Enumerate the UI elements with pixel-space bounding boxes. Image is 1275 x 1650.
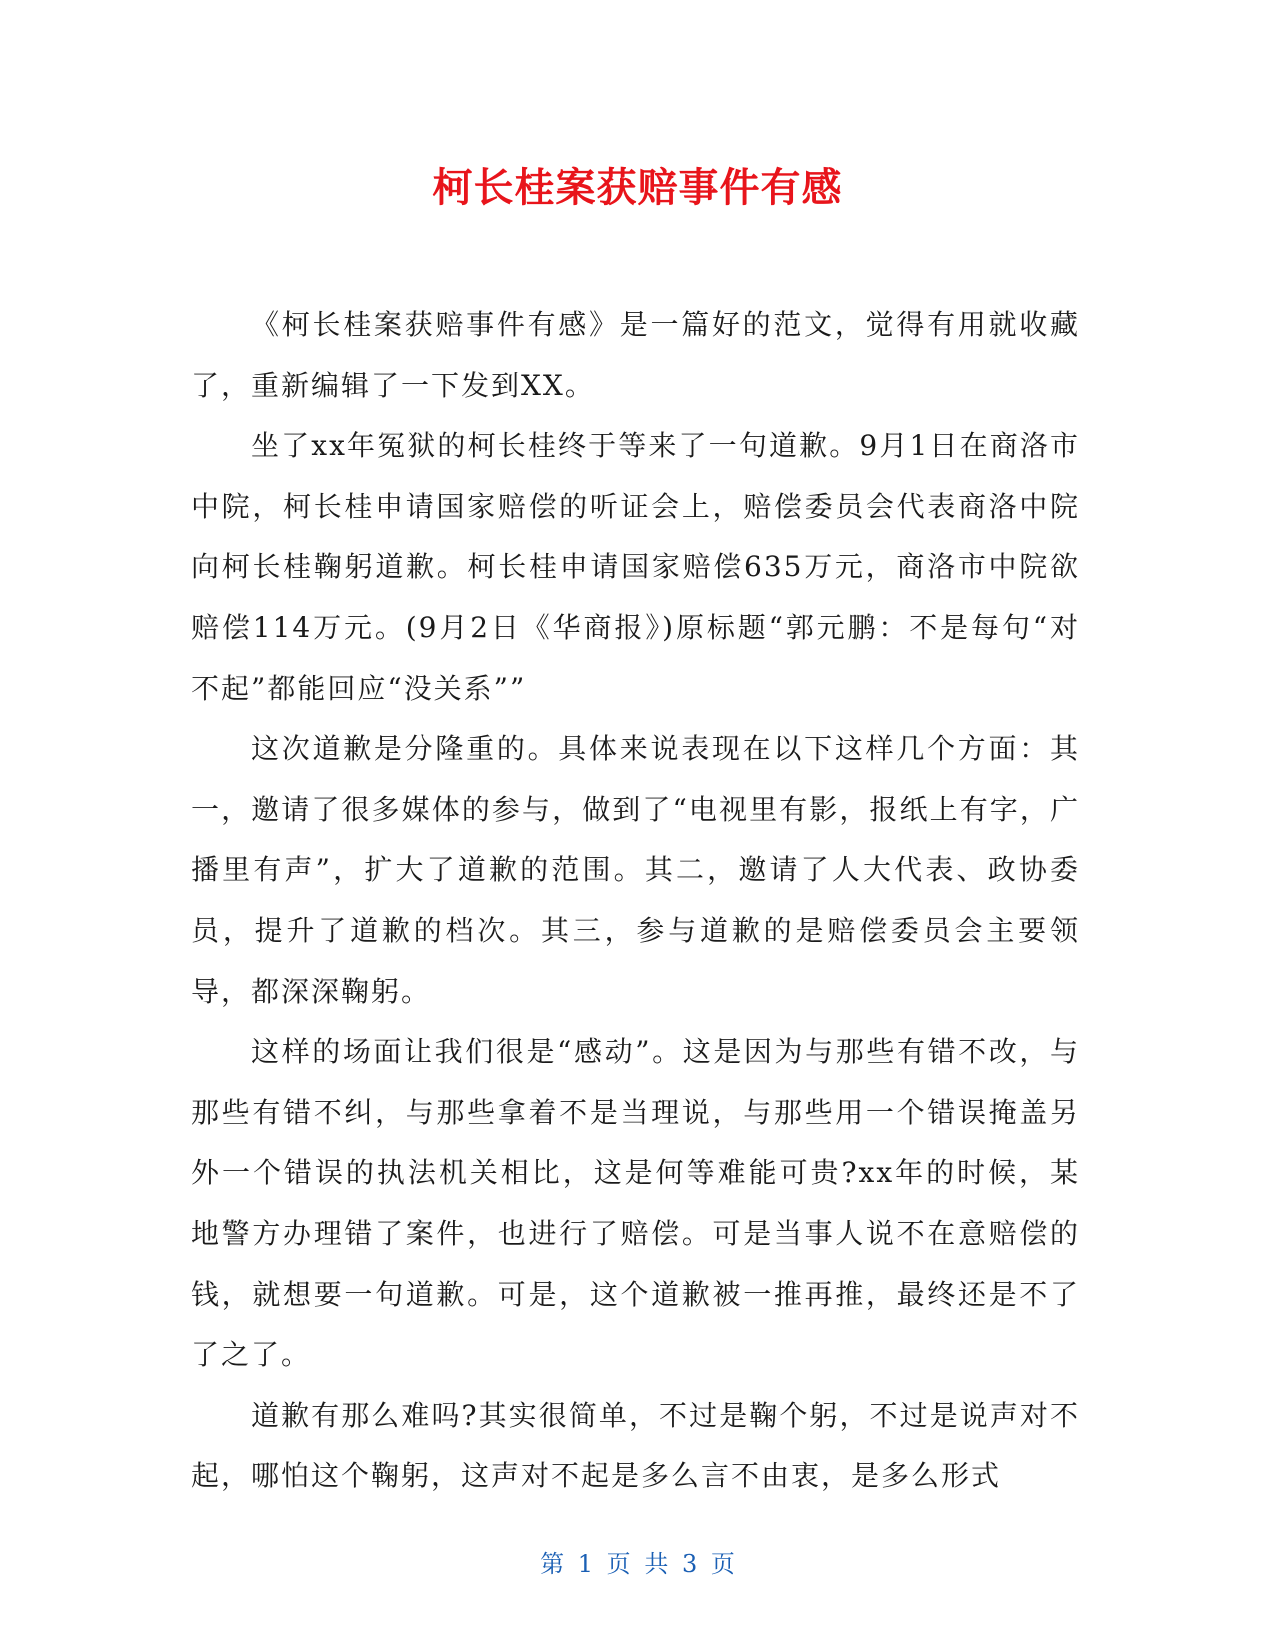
paragraph-apology-details: 这次道歉是分隆重的。具体来说表现在以下这样几个方面：其一，邀请了很多媒体的参与，做到了“电视里有影，报纸上有字，广播里有声”，扩大了道歉的范围。其二，邀请了人大代表、政协委员，提升了道歉的档次。其三，参与道歉的是赔偿委员会主要领导，都深深鞠躬。 [191,732,1080,1008]
document-body [191,295,1080,1507]
footer-page-unit: 页 [606,1550,631,1578]
paragraph-background: 坐了xx年冤狱的柯长桂终于等来了一句道歉。9月1日在商洛市中院，柯长桂申请国家赔偿的听证会上，赔偿委员会代表商洛中院向柯长桂鞠躬道歉。柯长桂申请国家赔偿635万元，商洛市中院欲赔偿114万元。(9月2日《华商报》)原标题“郭元鹏：不是每句“对不起”都能回应“没关系”” [191,429,1080,705]
paragraph-intro: 《柯长桂案获赔事件有感》是一篇好的范文，觉得有用就收藏了，重新编辑了一下发到XX。 [191,308,1080,402]
footer-total-unit: 页 [710,1550,735,1578]
document-title: 柯长桂案获赔事件有感 [432,165,843,211]
page-footer [0,1548,1275,1580]
footer-current-page: 1 [577,1550,594,1578]
footer-page-label: 第 [540,1550,565,1578]
paragraph-comparison: 这样的场面让我们很是“感动”。这是因为与那些有错不改，与那些有错不纠，与那些拿着不是当理说，与那些用一个错误掩盖另外一个错误的执法机关相比，这是何等难能可贵?xx年的时候，某地警方办理错了案件，也进行了赔偿。可是当事人说不在意赔偿的钱，就想要一句道歉。可是，这个道歉被一推再推，最终还是不了了之了。 [191,1035,1080,1372]
paragraph-conclusion: 道歉有那么难吗?其实很简单，不过是鞠个躬，不过是说声对不起，哪怕这个鞠躬，这声对不起是多么言不由衷，是多么形式 [191,1398,1080,1493]
footer-total-pages: 3 [681,1550,698,1578]
footer-total-label: 共 [644,1550,669,1578]
